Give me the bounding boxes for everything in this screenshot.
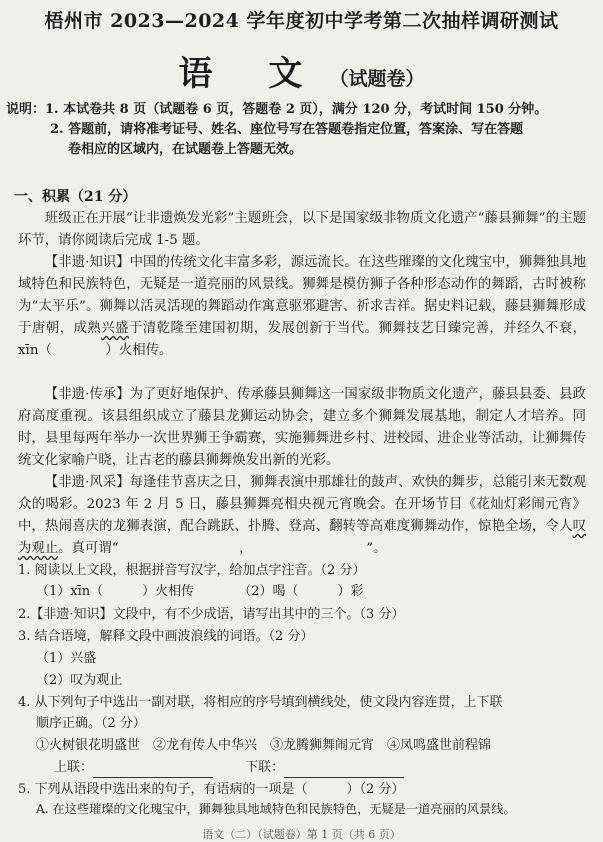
question-3: 3. 结合语境，解释文段中画波浪线的词语。（2 分） — [18, 629, 314, 644]
question-4-options: ①火树银花明盛世 ②龙有传人中华兴 ③龙腾狮舞闹元宵 ④凤鸣盛世前程锦 — [36, 738, 492, 753]
question-5: 5. 下列从语段中选出来的句子，有语病的一项是（ ）（2 分） — [18, 782, 405, 797]
lower-couplet-label: 下联： — [245, 760, 285, 775]
lower-couplet-blank[interactable] — [284, 763, 404, 778]
question-1-items — [18, 581, 588, 602]
question-4-line-2: 顺序正确。（2 分） — [36, 716, 146, 731]
intro-paragraph: 班级正在开展“让非遗焕发光彩”主题班会，以下是国家级非物质文化遗产“藤县狮舞”的主题环节，请你阅读后完成 1-5 题。 — [18, 211, 586, 248]
knowledge-paragraph — [18, 252, 586, 362]
instruction-line-1: 说明：1. 本试卷共 8 页（试题卷 6 页，答题卷 2 页），满分 120 分，考试时间 150 分钟。 — [6, 102, 548, 117]
upper-couplet-blank[interactable] — [93, 763, 213, 778]
exam-title: 梧州市 2023—2024 学年度初中学考第二次抽样调研测试 — [44, 10, 559, 32]
question-3-item-1: （1）兴盛 — [36, 651, 97, 666]
question-4-answer-row — [18, 757, 603, 778]
style-text-b: 。真可谓“ ， ”。 — [58, 541, 387, 556]
section-title: 一、积累（21 分） — [14, 189, 137, 205]
knowledge-text-a: 【非遗·知识】中国的传统文化丰富多彩，源远流长。在这些璀璨的文化瑰宝中，狮舞独具地域特色和民族特色，无疑是一道亮丽的风景线。狮舞是模仿狮子各种形态动作的舞蹈，古时被称为“太平乐”。狮舞以活灵活现的舞蹈动作寓意驱邪避害、祈求吉祥。据史料记载，藤县狮舞形成于唐朝，成熟 — [18, 255, 586, 336]
wavy-word-xingsheng: 兴盛 — [101, 321, 129, 336]
question-1-item-1: （1）xīn（ ）火相传 — [36, 584, 195, 599]
question-1: 1. 阅读以上文段，根据拼音写汉字，给加点字注音。（2 分） — [18, 563, 366, 578]
question-2: 2.【非遗·知识】文段中，有不少成语，请写出其中的三个。（3 分） — [18, 607, 405, 622]
style-text-a: 【非遗·风采】每逢佳节喜庆之日，狮舞表演中那雄壮的鼓声、欢快的舞步，总能引来无数观众的喝彩。2023 年 2 月 5 日，藤县狮舞亮相央视元宵晚会。在开场节目《花灿灯彩闹元宵》中，热闹喜庆的龙狮表演，配合跳跃、扑腾、登高、翻转等高难度狮舞动作，惊艳全场，令人 — [18, 475, 586, 534]
page-footer: 语文（二）（试题卷）第 1 页（共 6 页） — [202, 828, 401, 841]
instruction-line-2: 2. 答题前，请将准考证号、姓名、座位号写在答题卷指定位置，答案涂、写在答题 — [50, 122, 524, 137]
subject-title: 语 文 — [178, 54, 325, 94]
subject-note: （试题卷） — [329, 68, 425, 90]
wavy-word-tanweiguanzhi: 叹为观止 — [18, 519, 586, 556]
upper-couplet-label: 上联： — [54, 760, 94, 775]
question-5-option-a: A. 在这些璀璨的文化瑰宝中，狮舞独具地域特色和民族特色，无疑是一道亮丽的风景线。 — [36, 802, 516, 816]
question-4-line-1: 4. 从下列句子中选出一副对联，将相应的序号填到横线处，使文段内容连贯，上下联 — [18, 695, 503, 710]
question-1-item-2: （2）喝（ ）彩 — [238, 584, 364, 599]
question-3-item-2: （2）叹为观止 — [36, 673, 123, 688]
style-paragraph — [18, 472, 586, 560]
subject-heading — [0, 46, 603, 95]
knowledge-text-b: 于清乾隆至建国初期，发展创新于当代。狮舞技艺日臻完善，并经久不衰，xīn（ ）火相传。 — [18, 321, 587, 358]
instruction-line-3: 卷相应的区域内，在试题卷上答题无效。 — [68, 142, 303, 157]
heritage-paragraph: 【非遗·传承】为了更好地保护、传承藤县狮舞这一国家级非物质文化遗产，藤县县委、县政府高度重视。该县组织成立了藤县龙狮运动协会，建立多个狮舞发展基地，制定人才培养。同时，县里每两年举办一次世界狮王争霸赛，实施狮舞进乡村、进校园、进企业等活动，让狮舞传统文化家喻户晓，让古老的藤县狮舞焕发出新的光彩。 — [18, 387, 586, 468]
instructions — [6, 100, 598, 160]
